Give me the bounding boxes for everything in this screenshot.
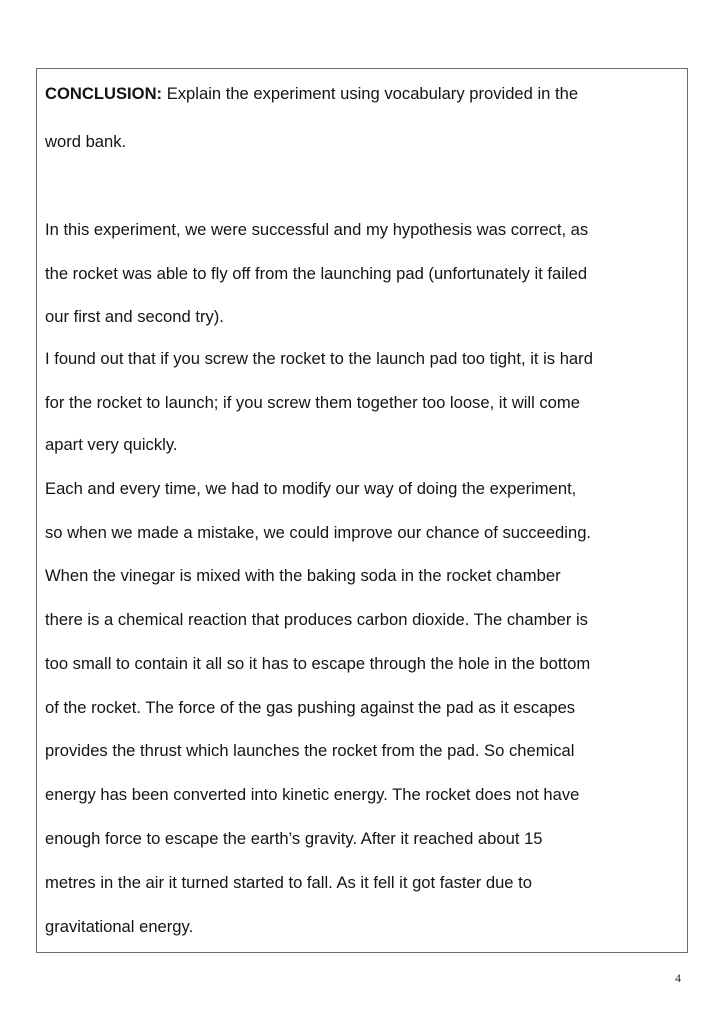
body-line: I found out that if you screw the rocket to the launch pad too tight, it is hard	[45, 349, 593, 368]
body-line: provides the thrust which launches the rocket from the pad. So chemical	[45, 741, 575, 760]
conclusion-box	[36, 68, 688, 953]
body-line: so when we made a mistake, we could improve our chance of succeeding.	[45, 523, 592, 542]
body-line: the rocket was able to fly off from the launching pad (unfortunately it failed	[45, 264, 588, 283]
body-line: apart very quickly.	[45, 435, 178, 454]
conclusion-prompt: Explain the experiment using vocabulary provided in the	[162, 84, 579, 103]
body-line: our first and second try).	[45, 307, 224, 326]
body-line: metres in the air it turned started to fall. As it fell it got faster due to	[45, 873, 532, 892]
body-line: there is a chemical reaction that produces carbon dioxide. The chamber is	[45, 610, 588, 629]
body-line: Each and every time, we had to modify our way of doing the experiment,	[45, 479, 577, 498]
body-line: In this experiment, we were successful and my hypothesis was correct, as	[45, 220, 589, 239]
conclusion-prompt-continued: word bank.	[45, 132, 127, 151]
body-line: enough force to escape the earth’s gravity. After it reached about 15	[45, 829, 543, 848]
body-line: for the rocket to launch; if you screw them together too loose, it will come	[45, 393, 580, 412]
conclusion-heading-line	[45, 84, 578, 104]
body-line: gravitational energy.	[45, 917, 194, 936]
body-line: of the rocket. The force of the gas pushing against the pad as it escapes	[45, 698, 576, 717]
body-line: When the vinegar is mixed with the baking soda in the rocket chamber	[45, 566, 561, 585]
body-line: too small to contain it all so it has to escape through the hole in the bottom	[45, 654, 591, 673]
conclusion-heading: CONCLUSION:	[45, 84, 163, 103]
body-line: energy has been converted into kinetic energy. The rocket does not have	[45, 785, 580, 804]
page-number: 4	[675, 971, 681, 985]
